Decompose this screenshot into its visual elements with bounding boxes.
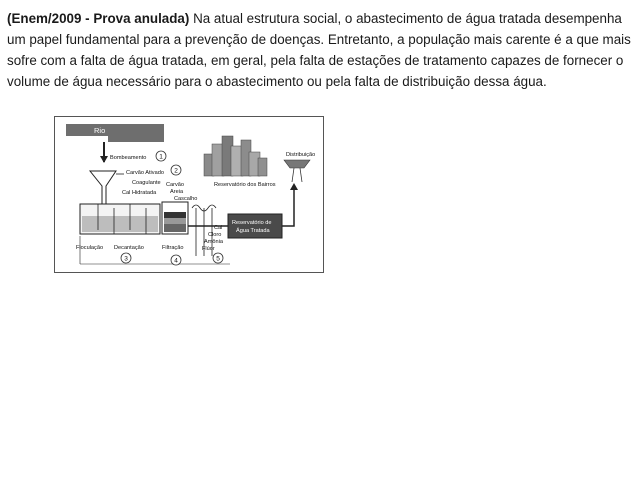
step-1-number: 1	[159, 153, 163, 161]
filter-sand-label: Areia	[170, 189, 184, 195]
filter-gravel-layer	[164, 224, 186, 232]
step-4-number: 4	[174, 257, 178, 265]
question-body: Na atual estrutura social, o abastecimento de água tratada desempenha um papel fundamental para a prevenção de doenças. Entretanto, a população mais carente é a que mais sofre com a falta de água tratada, em geral, pela falta de estações de tratamento capazes de fornecer o volume de água necessário para o abastecimento ou pela falta de distribuição dessa água.	[7, 11, 631, 89]
filter-carbon-label: Carvão	[166, 182, 185, 188]
decantation-label: Decantação	[114, 245, 144, 251]
neighborhood-reservoir-label: Reservatório dos Bairros	[214, 182, 276, 188]
chem-chlorine-label: Cloro	[208, 232, 222, 238]
step-3-number: 3	[124, 255, 128, 263]
filter-carbon-layer	[164, 212, 186, 218]
treated-reservoir-label-1: Reservatório de	[232, 220, 272, 226]
coagulant-label: Coagulante	[132, 180, 161, 186]
treated-reservoir	[228, 214, 282, 238]
step-2-number: 2	[174, 167, 178, 175]
flocculation-label: Floculação	[76, 245, 104, 251]
filter-sand-layer	[164, 218, 186, 224]
question-source: (Enem/2009 - Prova anulada)	[7, 11, 190, 26]
water-treatment-diagram	[54, 116, 324, 273]
diagram-svg	[54, 116, 324, 273]
activated-carbon-label: Carvão Ativado	[126, 170, 164, 176]
pumping-label: Bombeamento	[110, 155, 147, 161]
tank-water	[82, 216, 158, 232]
chem-fluorine-label: Flúor	[202, 246, 215, 252]
distribution-label: Distribuição	[286, 152, 316, 158]
hydrated-lime-label: Cal Hidratada	[122, 190, 157, 196]
chem-ammonia-label: Amônia	[204, 239, 223, 245]
treated-reservoir-label-2: Água Tratada	[236, 228, 270, 234]
filter-gravel-label: Cascalho	[174, 196, 198, 202]
river-label: Rio	[94, 126, 106, 135]
chem-lime-label: Cal	[214, 225, 223, 231]
step-5-number: 5	[216, 255, 220, 263]
filtration-label: Filtração	[162, 245, 184, 251]
question-text	[7, 8, 631, 92]
